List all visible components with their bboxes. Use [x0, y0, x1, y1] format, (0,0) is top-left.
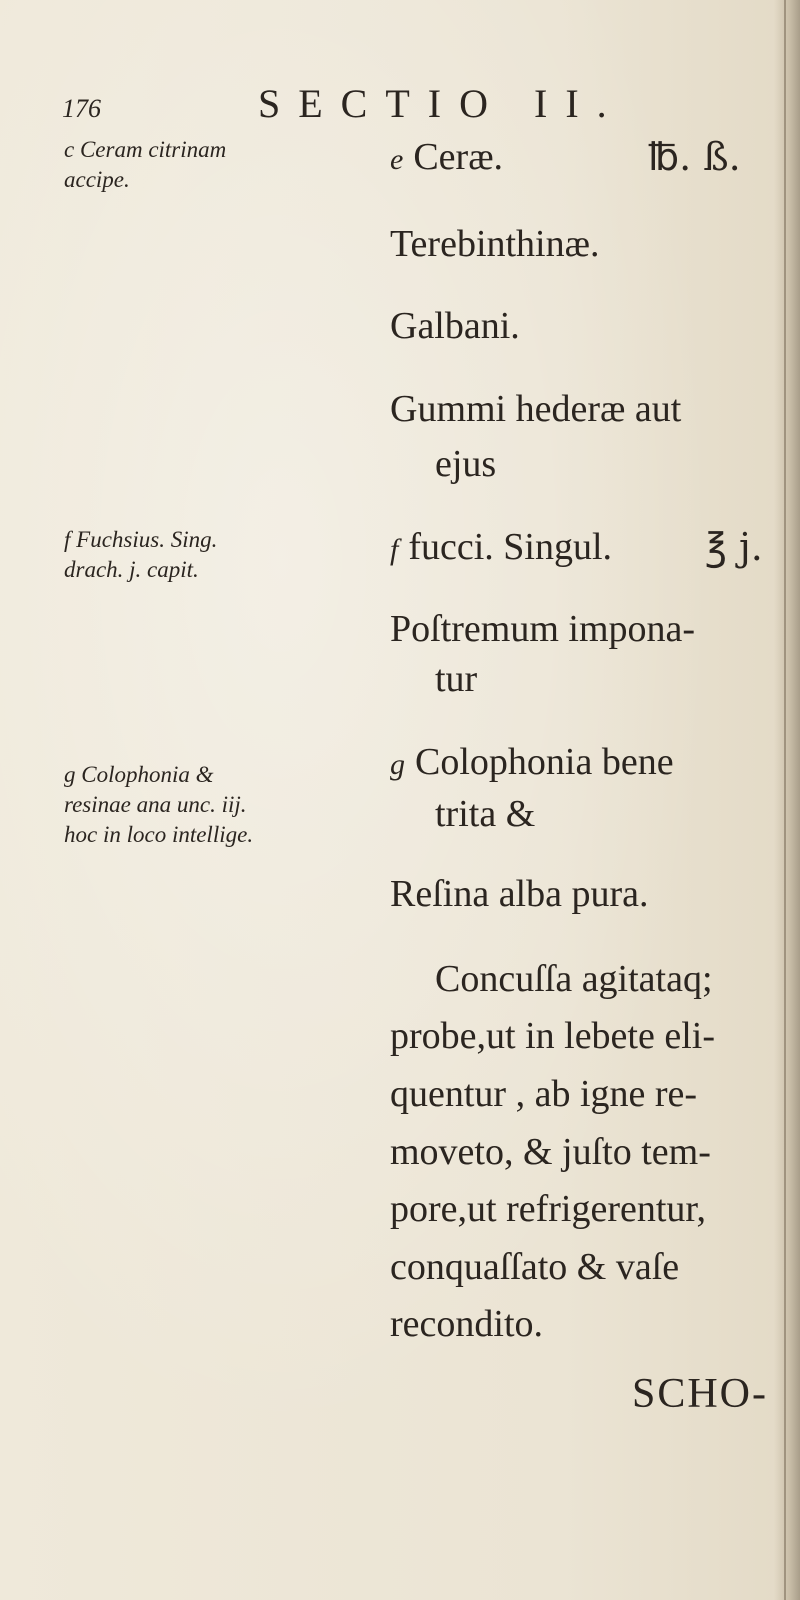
recipe-line: ejus: [435, 443, 497, 485]
instruction-line: moveto, & juſto tem-: [390, 1131, 711, 1173]
note-marker: e: [390, 143, 404, 176]
note-line: hoc in loco intellige.: [64, 822, 254, 847]
instruction-line: recondito.: [390, 1303, 544, 1345]
catchword: SCHO-: [631, 1371, 768, 1417]
note-line: resinae ana unc. iij.: [64, 792, 247, 817]
recipe-line: trita &: [435, 793, 536, 835]
marginal-note-c: [64, 135, 364, 195]
weight-symbol: ℥ j.: [705, 525, 763, 569]
note-marker: f: [390, 533, 399, 566]
recipe-line: Poſtremum impona-: [390, 608, 696, 650]
recipe-line: Terebinthinæ.: [390, 223, 600, 265]
recipe-line: Galbani.: [390, 305, 520, 347]
quantity-line: [648, 133, 741, 182]
note-line: c Ceram citrinam: [64, 137, 227, 162]
recipe-line-colophonia: [390, 738, 674, 789]
note-line: accipe.: [64, 167, 130, 192]
recipe-line-succi: [390, 523, 612, 574]
recipe-line-cerae: [390, 133, 503, 184]
ingredient-text: fucci. Singul.: [408, 526, 613, 568]
note-line: drach. j. capit.: [64, 557, 199, 582]
section-title: SECTIO II.: [258, 81, 625, 126]
ingredient-text: Ceræ.: [413, 136, 504, 178]
quantity-line: [705, 523, 763, 572]
note-marker: g: [390, 748, 405, 781]
recipe-line: Reſina alba pura.: [390, 873, 649, 915]
running-header: [62, 80, 662, 130]
gutter-edge: [784, 0, 786, 1600]
page-number: 176: [62, 94, 101, 123]
page-gutter-shadow: [774, 0, 800, 1600]
note-line: f Fuchsius. Sing.: [64, 527, 218, 552]
instruction-line: conquaſſato & vaſe: [390, 1246, 680, 1288]
instruction-line: pore,ut refrigerentur,: [390, 1188, 707, 1230]
recipe-line: tur: [435, 658, 478, 700]
weight-symbol: ℔. ß.: [648, 135, 741, 179]
marginal-note-f: [64, 525, 364, 585]
instruction-line: quentur , ab igne re-: [390, 1073, 698, 1115]
note-line: g Colophonia &: [64, 762, 214, 787]
recipe-line: Gummi hederæ aut: [390, 388, 682, 430]
marginal-note-g: [64, 760, 364, 850]
instruction-line: Concuſſa agitataq;: [435, 958, 713, 1000]
instruction-line: probe,ut in lebete eli-: [390, 1015, 715, 1057]
ingredient-text: Colophonia bene: [415, 741, 674, 783]
